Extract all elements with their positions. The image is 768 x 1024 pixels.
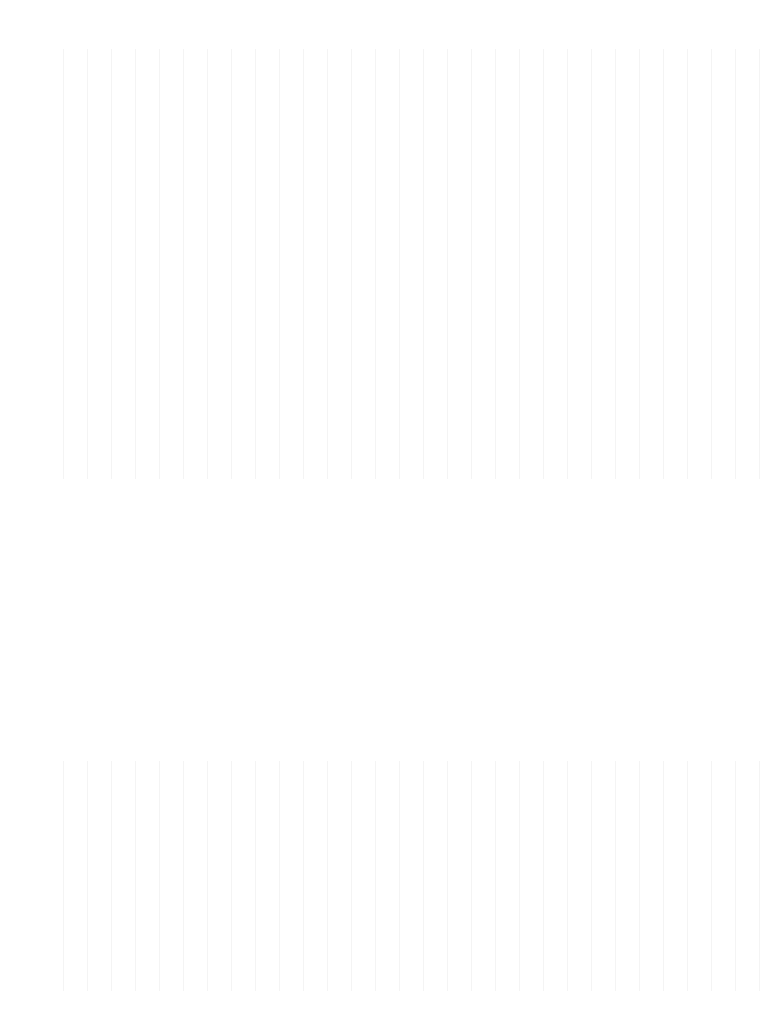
grid-lines-bottom [40,761,760,991]
grid-lines-top [40,49,760,479]
